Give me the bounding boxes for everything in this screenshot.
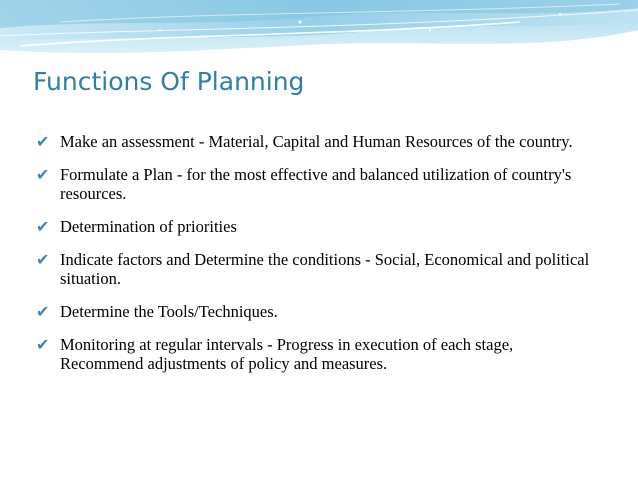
bullet-item: [36, 335, 596, 373]
bullet-item: [36, 132, 596, 151]
bullet-text: Monitoring at regular intervals - Progress in execution of each stage, Recommend adjustments of policy and measures.: [60, 335, 514, 373]
check-mark-icon: ✔: [36, 250, 50, 269]
bullet-item: [36, 302, 596, 321]
bullet-text: Make an assessment - Material, Capital and Human Resources of the country.: [60, 132, 573, 151]
bullet-item: [36, 250, 596, 288]
header-wave-decoration: [0, 0, 638, 62]
bullet-text: Determination of priorities: [60, 217, 237, 236]
check-mark-icon: ✔: [36, 217, 50, 236]
bullet-item: [36, 217, 596, 236]
check-mark-icon: ✔: [36, 302, 50, 321]
check-mark-icon: ✔: [36, 335, 50, 354]
slide-title: Functions Of Planning: [33, 67, 305, 96]
bullet-text: Indicate factors and Determine the conditions - Social, Economical and political situation.: [60, 250, 590, 288]
bullet-item: [36, 165, 596, 203]
check-mark-icon: ✔: [36, 165, 50, 184]
check-mark-icon: ✔: [36, 132, 50, 151]
bullet-text: Determine the Tools/Techniques.: [60, 302, 278, 321]
bullet-list: [36, 132, 596, 387]
bullet-text: Formulate a Plan - for the most effective and balanced utilization of country's resources.: [60, 165, 572, 203]
